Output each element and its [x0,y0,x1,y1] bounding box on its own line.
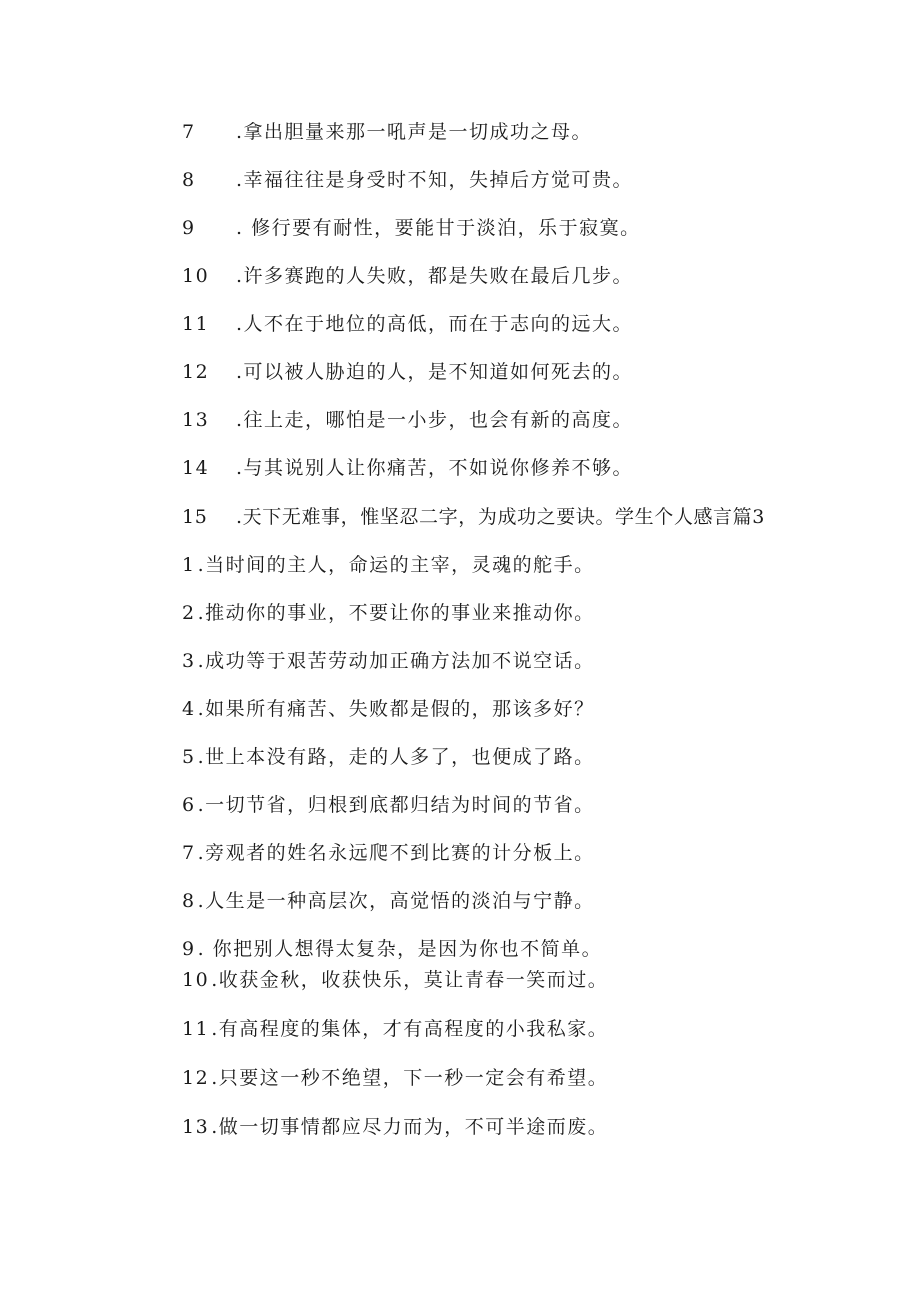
list-item [182,216,641,240]
item-number: 7 [182,121,196,143]
list-item [182,889,595,913]
item-text: .有高程度的集体，才有高程度的小我私家。 [211,1018,609,1040]
list-item [182,264,633,288]
list-item [182,456,633,480]
list-item [182,505,765,529]
item-text: .天下无难事，惟坚忍二字，为成功之要诀。学生个人感言篇3 [236,506,765,528]
item-number: 10 [182,265,210,287]
list-item [182,745,595,769]
item-number: 14 [182,457,210,479]
item-number: 7 [182,842,196,864]
item-text: .推动你的事业，不要让你的事业来推动你。 [197,602,595,624]
item-text: .可以被人胁迫的人，是不知道如何死去的。 [236,361,634,383]
item-number: 1 [182,554,196,576]
item-number: 2 [182,602,196,624]
item-text: .与其说别人让你痛苦，不如说你修养不够。 [236,457,634,479]
item-text: .旁观者的姓名永远爬不到比赛的计分板上。 [197,842,595,864]
item-number: 10 [182,969,210,991]
item-text: .做一切事情都应尽力而为，不可半途而废。 [211,1116,609,1138]
item-text: .世上本没有路，走的人多了，也便成了路。 [197,746,595,768]
item-text: . 修行要有耐性，要能甘于淡泊，乐于寂寞。 [236,217,641,239]
item-text: . 你把别人想得太复杂，是因为你也不简单。 [197,938,603,960]
item-number: 13 [182,1116,210,1138]
list-item [182,168,633,192]
item-number: 9 [182,217,196,239]
item-number: 8 [182,169,196,191]
list-item [182,937,602,961]
list-item [182,360,633,384]
item-text: .人生是一种高层次，高觉悟的淡泊与宁静。 [197,890,595,912]
item-text: .只要这一秒不绝望，下一秒一定会有希望。 [211,1067,609,1089]
item-text: .幸福往往是身受时不知，失掉后方觉可贵。 [236,169,634,191]
item-number: 5 [182,746,196,768]
item-number: 11 [182,313,210,335]
item-text: .如果所有痛苦、失败都是假的，那该多好？ [197,698,595,720]
item-text: .人不在于地位的高低，而在于志向的远大。 [236,313,634,335]
list-item [182,601,595,625]
list-item [182,1115,608,1139]
list-item [182,1017,608,1041]
item-text: .当时间的主人，命运的主宰，灵魂的舵手。 [197,554,595,576]
list-item [182,312,633,336]
item-text: .收获金秋，收获快乐，莫让青春一笑而过。 [211,969,609,991]
item-text: .成功等于艰苦劳动加正确方法加不说空话。 [197,650,595,672]
item-number: 6 [182,794,196,816]
list-item [182,697,595,721]
list-item [182,1066,608,1090]
item-number: 11 [182,1018,210,1040]
item-text: .拿出胆量来那一吼声是一切成功之母。 [236,121,593,143]
list-item [182,793,595,817]
item-text: .往上走，哪怕是一小步，也会有新的高度。 [236,409,634,431]
list-item [182,968,608,992]
item-number: 12 [182,361,210,383]
item-number: 3 [182,650,196,672]
item-number: 4 [182,698,196,720]
item-number: 13 [182,409,210,431]
item-number: 12 [182,1067,210,1089]
list-item [182,120,592,144]
list-item [182,841,595,865]
item-number: 8 [182,890,196,912]
item-number: 9 [182,938,196,960]
list-item [182,649,595,673]
item-number: 15 [182,506,208,528]
list-item [182,408,633,432]
item-text: .一切节省，归根到底都归结为时间的节省。 [197,794,595,816]
item-text: .许多赛跑的人失败，都是失败在最后几步。 [236,265,634,287]
list-item [182,553,595,577]
